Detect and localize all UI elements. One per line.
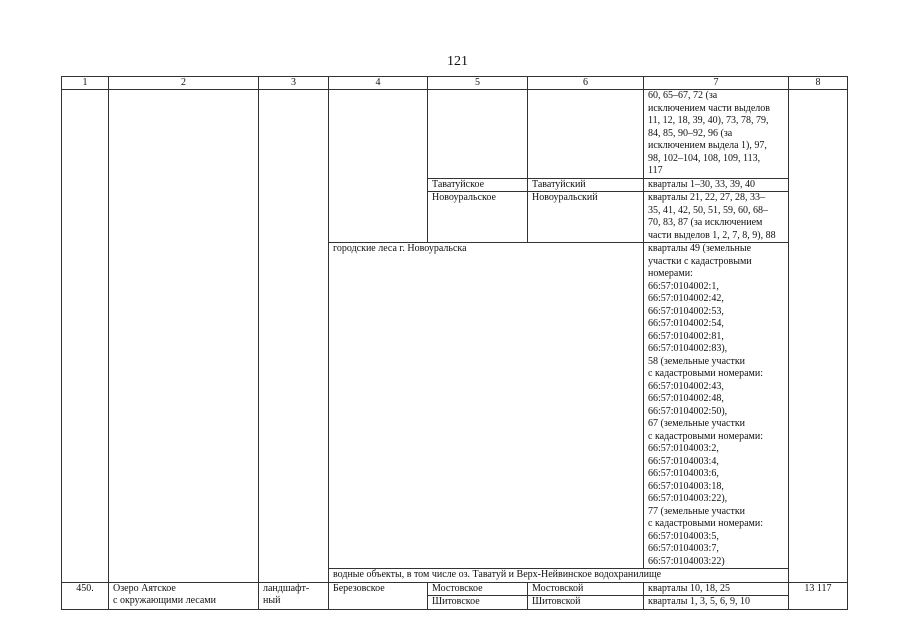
cell-name-cont (109, 90, 259, 583)
cell-subforestry: Шитовской (528, 596, 644, 610)
cell-subforestry: Новоуральский (528, 192, 644, 243)
table-row (62, 582, 848, 596)
col-header-6: 6 (528, 77, 644, 90)
cell-number-cont (62, 90, 109, 583)
cell-name: Озеро Аятское с окружающими лесами (109, 582, 259, 609)
cell-area: 13 117 (789, 582, 848, 609)
cell-city-forests: городские леса г. Новоуральска (329, 243, 644, 569)
cell-forestry: Шитовское (428, 596, 528, 610)
protected-areas-table (61, 76, 848, 610)
col-header-4: 4 (329, 77, 428, 90)
cell-type-cont (259, 90, 329, 583)
cell-water-objects: водные объекты, в том числе оз. Таватуй и Верх-Нейвинское водохранилище (329, 569, 789, 583)
column-number-header (62, 77, 848, 90)
col-header-3: 3 (259, 77, 329, 90)
cell-subforestry: Таватуйский (528, 178, 644, 192)
cell-quarters: кварталы 21, 22, 27, 28, 33– 35, 41, 42, 50, 51, 59, 60, 68– 70, 83, 87 (за исключением части выделов 1, 2, 7, 8, 9), 88 (644, 192, 789, 243)
col-header-7: 7 (644, 77, 789, 90)
cell-area-cont (789, 90, 848, 583)
col-header-1: 1 (62, 77, 109, 90)
cell-quarters: кварталы 1–30, 33, 39, 40 (644, 178, 789, 192)
table-row (62, 90, 848, 179)
cell-quarters: кварталы 1, 3, 5, 6, 9, 10 (644, 596, 789, 610)
cell-type: ландшафт- ный (259, 582, 329, 609)
cell-forestry: Таватуйское (428, 178, 528, 192)
col-header-8: 8 (789, 77, 848, 90)
page-number: 121 (447, 54, 468, 69)
col-header-5: 5 (428, 77, 528, 90)
cell-district-cont (329, 90, 428, 243)
cell-subforestry: Мостовской (528, 582, 644, 596)
col-header-2: 2 (109, 77, 259, 90)
cell-forestry-cont (428, 90, 528, 179)
cell-number: 450. (62, 582, 109, 609)
cell-district: Березовское (329, 582, 428, 609)
cell-quarters: кварталы 49 (земельные участки с кадастровыми номерами: 66:57:0104002:1, 66:57:0104002:42, 66:57:0104002:53, 66:57:0104002:54, 66:57:0104002:81, 66:57:0104002:83), 58 (земельные участки с кадастровыми номерами: 66:57:0104002:43, 66:57:0104002:48, 66:57:0104002:50), 67 (земельные участки с кадастровыми номерами: 66:57:0104003:2, 66:57:0104003:4, 66:57:0104003:6, 66:57:0104003:18, 66:57:0104003:22), 77 (земельные участки с кадастровыми номерами: 66:57:0104003:5, 66:57:0104003:7, 66:57:0104003:22) (644, 243, 789, 569)
cell-quarters: кварталы 10, 18, 25 (644, 582, 789, 596)
cell-quarters-cont: 60, 65–67, 72 (за исключением части выделов 11, 12, 18, 39, 40), 73, 78, 79, 84, 85, 90–92, 96 (за исключением выдела 1), 97, 98, 102–104, 108, 109, 113, 117 (644, 90, 789, 179)
cell-subforestry-cont (528, 90, 644, 179)
cell-forestry: Мостовское (428, 582, 528, 596)
cell-forestry: Новоуральское (428, 192, 528, 243)
